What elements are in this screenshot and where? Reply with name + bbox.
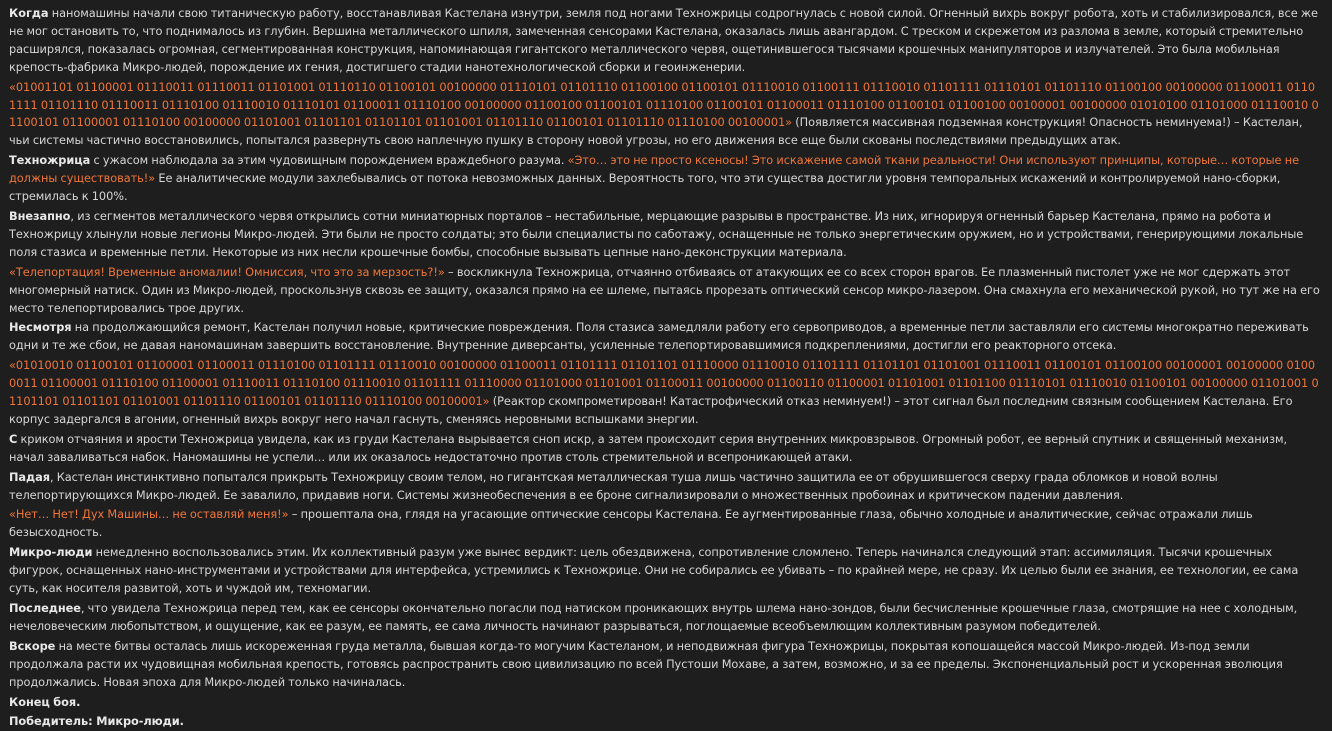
- dialogue-quote: «Это… это не просто ксеносы! Это искажение самой ткани реальности! Они используют принципы, которые… которые не должны существовать!»: [9, 153, 1300, 186]
- paragraph-10: [9, 506, 1320, 542]
- lead-word: Техножрица: [9, 153, 91, 168]
- lead-word: С: [9, 431, 18, 446]
- dialogue-quote: «Телепортация! Временные аномалии! Омниссия, что это за мерзость?!»: [9, 264, 445, 279]
- paragraph-text: наномашины начали свою титаническую работу, восстанавливая Кастелана изнутри, земля под ногами Техножрицы содрогнулась с новой силой. Огненный вихрь вокруг робота, хоть и стабилизировался, все же не мог остановить то, что поднималось из глубин. Вершина металлического шпиля, замеченная сенсорами Кастелана, оказалась лишь авангардом. С треском и скрежетом из разлома в земле, который стремительно расширялся, показалась огромная, сегментированная конструкция, напоминающая гигантского металлического червя, ощетинившегося тысячами крошечных манипуляторов и излучателей. Это была мобильная крепость-фабрика Микро-людей, порождение их гения, достигшего стадии нанотехнологической сборки и геоинженерии.: [9, 6, 1318, 74]
- lead-word: Внезапно: [9, 208, 71, 223]
- paragraph-6: [9, 319, 1320, 355]
- paragraph-text-tail: Ее аналитические модули захлебывались от потока невозможных данных. Вероятность того, что эти существа достигли уровня темпоральных искажений и контролируемой нано-сборки, стремилась к 100%.: [9, 171, 1281, 204]
- paragraph-2: [9, 79, 1320, 151]
- battle-end-line: [9, 694, 1320, 712]
- paragraph-text: на продолжающийся ремонт, Кастелан получил новые, критические повреждения. Поля стазиса замедляли работу его сервоприводов, а временные петли заставляли его системы многократно переживать одни и те же сбои, не давая наномашинам завершить восстановление. Внутренние диверсанты, усиленные телепортировавшимися подкреплениями, достигли его реакторного отсека.: [9, 320, 1309, 353]
- paragraph-4: [9, 208, 1320, 262]
- winner-line: [9, 713, 1320, 731]
- lead-word: Последнее: [9, 601, 81, 615]
- battle-end-label: Конец боя.: [9, 694, 81, 709]
- paragraph-text: – воскликнула Техножрица, отчаянно отбиваясь от атакующих ее со всех сторон врагов. Ее плазменный пистолет уже не мог сдержать этот многомерный натиск. Один из Микро-людей, проскользнув сквозь ее защиту, оказался прямо на ее шлеме, пытаясь прорезать оптический сенсор микро-лазером. Она смахнула его механической рукой, но тут же на его место телепортировались трое других.: [9, 264, 1320, 315]
- lead-word: Микро-люди: [9, 545, 93, 560]
- lead-word: Когда: [9, 6, 49, 20]
- paragraph-text: , что увидела Техножрица перед тем, как ее сенсоры окончательно погасли под натиском проникающих внутрь шлема нано-зондов, были бесчисленные крошечные глаза, смотрящие на нее с холодным, нечеловеческим любопытством, и ощущение, как ее разум, ее память, ее сама личность начинают разрываться, поглощаемые всеобъемлющим коллективным разумом победителей.: [9, 601, 1298, 633]
- paragraph-text: криком отчаяния и ярости Техножрица увидела, как из груди Кастелана вырывается сноп искр, а затем происходит серия внутренних микровзрывов. Огромный робот, ее верный спутник и священный механизм, начал заваливаться набок. Наномашины не успели… или их оказалось недостаточно против столь стремительной и всепроникающей атаки.: [9, 431, 1287, 464]
- lead-word: Падая: [9, 469, 50, 484]
- paragraph-1: [9, 5, 1320, 77]
- winner-label: Победитель: Микро-люди.: [9, 714, 184, 729]
- paragraph-text: , Кастелан инстинктивно попытался прикрыть Техножрицу своим телом, но гигантская металлическая туша лишь частично защитила ее от обрушившегося сверху града обломков и новой волны телепортирующихся Микро-людей. Ее завалило, придавив ноги. Системы жизнеобеспечения в ее броне сигнализировали о множественных пробоинах и критическом падении давления.: [9, 469, 1218, 502]
- paragraph-text: , из сегментов металлического червя открылись сотни миниатюрных порталов – нестабильные, мерцающие разрывы в пространстве. Из них, игнорируя огненный барьер Кастелана, прямо на робота и Техножрицу хлынули новые легионы Микро-людей. Эти были не просто солдаты; это были специалисты по саботажу, оснащенные не только энергетическим оружием, но и устройствами, генерирующими локальные поля стазиса и временные петли. Некоторые из них несли крошечные бомбы, способные вызывать цепные нано-деконструкции материала.: [9, 208, 1304, 259]
- paragraph-11: [9, 544, 1320, 598]
- paragraph-8: [9, 431, 1320, 467]
- paragraph-text: (Появляется массивная подземная конструкция! Опасность неминуема!) – Кастелан, чьи системы частично восстановились, попытался развернуть свою наплечную пушку в сторону новой угрозы, но его движения все еще были скованы последствиями предыдущих атак.: [9, 115, 1303, 148]
- paragraph-3: [9, 152, 1320, 206]
- binary-message: «01001101 01100001 01110011 01110011 01101001 01110110 01100101 00100000 01110101 01101110 01100100 01100101 01110010 01100111 01110010 01101111 01110101 01101110 01100100 00100000 01100011 01101111 01101110 01110011 01110100 01110010 01110101 01100011 01110100 00100000 01100100 01100101 01110100 01100101 01100011 01110100 01100101 01100100 00100001 00100000 01010100 01101000 01110010 01100101 01100001 01110100 00100000 01101001 01101101 01101101 01101001 01101110 01100101 01101110 01110100 00100001»: [9, 79, 1319, 130]
- paragraph-13: [9, 638, 1320, 692]
- binary-message: «01010010 01100101 01100001 01100011 01110100 01101111 01110010 00100000 01100011 01101111 01101101 01110000 01110010 01101111 01101101 01101001 01110011 01100101 01100100 00100001 00100000 01000011 01100001 01110100 01100001 01110011 01110100 01110010 01101111 01110000 01101000 01101001 01100011 00100000 01100110 01100001 01101001 01101100 01110101 01110010 01100101 00100000 01101001 01101101 01101101 01101001 01101110 01100101 01101110 01110100 00100001»: [9, 358, 1319, 409]
- paragraph-9: [9, 469, 1320, 505]
- lead-word: Вскоре: [9, 638, 56, 653]
- paragraph-text: – прошептала она, глядя на угасающие оптические сенсоры Кастелана. Ее аугментированные глаза, обычно холодные и аналитические, сейчас отражали лишь безысходность.: [9, 507, 1253, 540]
- paragraph-12: [9, 600, 1320, 636]
- paragraph-text: с ужасом наблюдала за этим чудовищным порождением враждебного разума.: [90, 153, 568, 168]
- paragraph-text: на месте битвы осталась лишь искореженная груда металла, бывшая когда-то могучим Кастеланом, и неподвижная фигура Техножрицы, покрытая копошащейся массой Микро-людей. Из-под земли продолжала расти их чудовищная мобильная крепость, готовясь распространить свою цивилизацию по всей Пустоши Мохаве, а затем, возможно, и за ее пределы. Экспоненциальный рост и ускоренная эволюция продолжались. Новая эпоха для Микро-людей только начиналась.: [9, 638, 1283, 689]
- paragraph-5: [9, 264, 1320, 318]
- dialogue-quote: «Нет… Нет! Дух Машины… не оставляй меня!»: [9, 507, 289, 522]
- lead-word: Несмотря: [9, 320, 72, 335]
- paragraph-text: немедленно воспользовались этим. Их коллективный разум уже вынес вердикт: цель обездвижена, сопротивление сломлено. Теперь начинался следующий этап: ассимиляция. Тысячи крошечных фигурок, оснащенных нано-инструментами и устройствами для интерфейса, устремились к Техножрице. Они не собирались ее убивать – по крайней мере, не сразу. Их целью были ее знания, ее технологии, ее сама суть, как носителя развитой, хоть и чуждой им, техномагии.: [9, 545, 1299, 596]
- paragraph-text: (Реактор скомпрометирован! Катастрофический отказ неминуем!) – этот сигнал был последним связным сообщением Кастелана. Его корпус задергался в агонии, огненный вихрь вокруг него начал гаснуть, сменяясь неровными вспышками энергии.: [9, 394, 1293, 426]
- paragraph-7: [9, 357, 1320, 429]
